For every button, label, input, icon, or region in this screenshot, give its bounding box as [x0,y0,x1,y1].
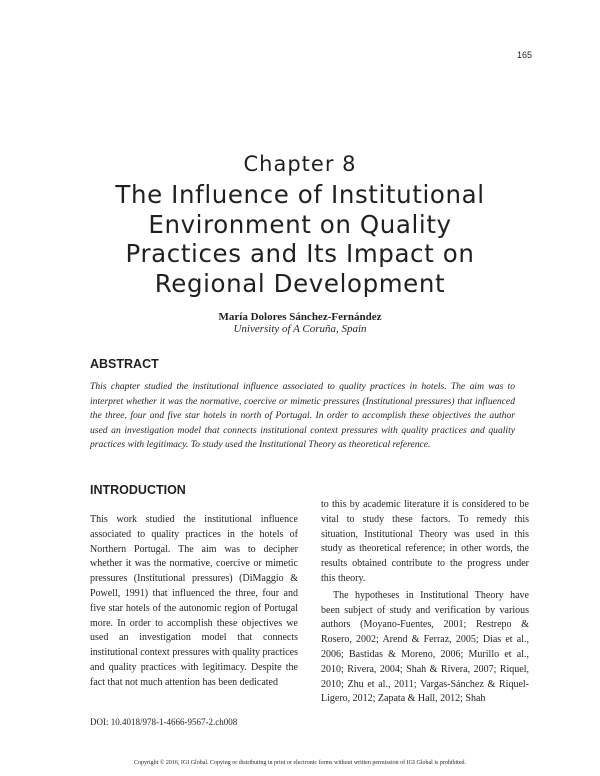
body-paragraph: This work studied the institutional influence associated to quality practices in the hotels of Northern Portugal. The aim was to decipher whether it was the normative, coercive or mimetic pressures (Institutional pressures) (DiMaggio & Powell, 1991) that influenced the three, four and five star hotels of the autonomic region of Portugal more. In order to accomplish these objectives we used an investigation model that connects institutional context pressures with quality practices and quality practices with legitimacy. Despite the fact that not much attention has been dedicated [90,514,299,688]
title-line: Practices and Its Impact on [125,239,475,268]
author-affiliation: University of A Coruña, Spain [233,323,367,335]
body-paragraph: to this by academic literature it is considered to be vital to study these factors. To remedy this situation, Institutional Theory was used in this study as theoretical reference; in other words, the results obtained contribute to the progress under this theory. [321,499,529,584]
introduction-heading: INTRODUCTION [90,483,186,497]
doi-line: DOI: 10.4018/978-1-4666-9567-2.ch008 [90,717,238,727]
title-line: Regional Development [154,268,446,298]
abstract-text: This chapter studied the institutional influence associated to quality practices in hotels. The aim was to interpret whether it was the normative, coercive or mimetic pressures (Institutional pressures) that influenced the three, four and five star hotels in north of Portugal. In order to accomplish these objectives the author used an investigation model that connects institutional context pressures with quality practices and quality practices with legitimacy. To study used the Institutional Theory as theoretical reference. [90,381,515,451]
chapter-label: Chapter 8 [243,152,357,176]
title-line: The Influence of Institutional [115,180,485,209]
right-column [321,498,529,707]
page-number: 165 [516,50,532,60]
chapter-title [60,180,540,298]
body-paragraph: The hypotheses in Institutional Theory have been subject of study and verification by various authors (Moyano-Fuentes, 2001; Restrepo & Rosero, 2002; Arend & Ferraz, 2005; Dias et al., 2006; Bastidas & Moreno, 2006; Murillo et al., 2010; Rivera, 2004; Shah & Rivera, 2007; Riquel, 2010; Zhu et al., 2011; Vargas-Sánchez & Riquel-Ligero, 2012; Zapata & Hall, 2012; Shah [321,589,529,705]
author-name: María Dolores Sánchez-Fernández [218,311,382,323]
copyright-notice: Copyright © 2016, IGI Global. Copying or distributing in print or electronic forms without written permission of IGI Global is prohibited. [133,760,466,766]
abstract-heading: ABSTRACT [90,357,159,371]
title-line: Environment on Quality [148,209,452,239]
left-column [90,483,298,691]
